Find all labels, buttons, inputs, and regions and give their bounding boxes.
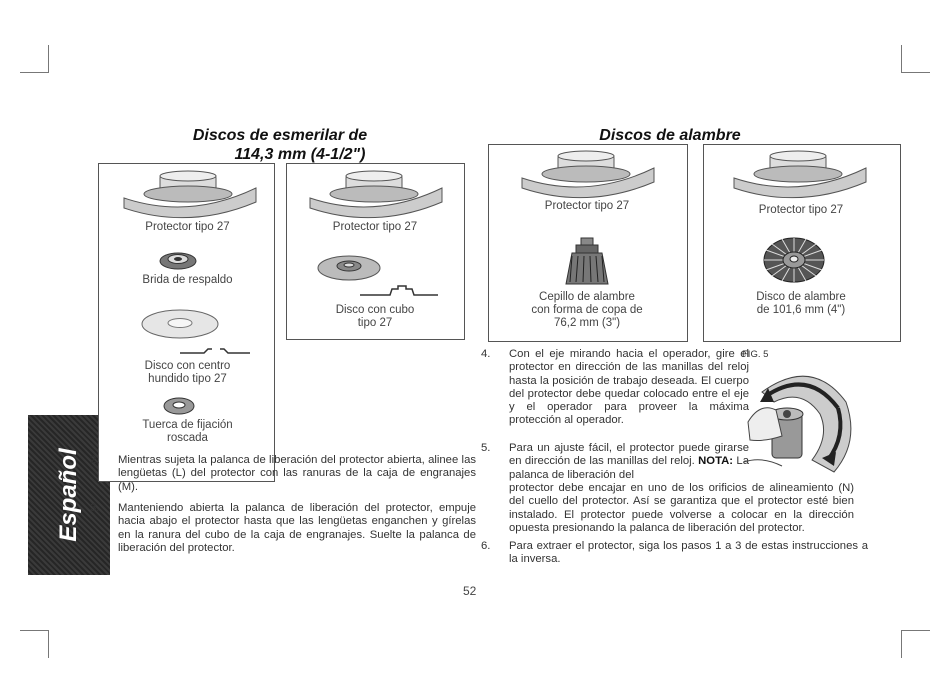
disc-label: Disco con centro hundido tipo 27: [144, 360, 231, 385]
hub-disc-profile-illustration: [358, 284, 440, 298]
crop-mark: [901, 45, 902, 73]
note-label: NOTA:: [698, 455, 734, 468]
left-section-title: Discos de esmerilar de 114,3 mm (4-1/2"): [192, 127, 368, 163]
cup-brush-label: Cepillo de alambre con forma de copa de 76,2 mm (3"): [531, 291, 643, 329]
right-section-title: Discos de alambre: [599, 127, 741, 144]
guard-label: Protector tipo 27: [544, 200, 630, 212]
crop-mark: [902, 72, 930, 73]
language-tab-label: Español: [55, 448, 82, 542]
guard-label: Protector tipo 27: [332, 221, 418, 233]
crop-mark: [902, 630, 930, 631]
instruction-step-3: 3. Manteniendo abierta la palanca de liberación del protector, empuje hacia abajo el protector hasta que las lengüetas enganchen y gírelas en la ranura del cubo de la caja de engranajes. Suelte la palanca de liberación del protector.: [90, 502, 476, 554]
disc-profile-illustration: [178, 346, 252, 356]
guard-label: Protector tipo 27: [758, 204, 844, 216]
figure-label: FIG. 5: [742, 349, 769, 360]
nut-label: Tuerca de fijación roscada: [142, 419, 233, 444]
instruction-step-5: 5. Para un ajuste fácil, el protector puede girarse en dirección de las manillas del reloj. NOTA: La palanca de liberación del: [481, 442, 749, 481]
hub-disc-illustration: [316, 252, 382, 282]
instruction-step-4: 4. Con el eje mirando hacia el operador, gire el protector en dirección de las manillas del reloj hasta la posición de trabajo deseada. El cuerpo del protector debe quedar colocado entre el eje y el operador para proveer la máxima protección al operador.: [481, 348, 749, 427]
guard-label: Protector tipo 27: [145, 221, 230, 233]
wire-wheel-illustration: [762, 234, 826, 286]
crop-mark: [48, 45, 49, 73]
flange-label: Brida de respaldo: [142, 274, 233, 286]
hub-disc-label: Disco con cubo tipo 27: [335, 304, 415, 329]
depressed-center-disc-illustration: [140, 306, 220, 342]
crop-mark: [901, 630, 902, 658]
guard-type27-illustration: [518, 148, 658, 200]
page-number: 52: [463, 584, 477, 598]
threaded-clamp-nut-illustration: [162, 395, 196, 417]
instruction-step-6: 6. Para extraer el protector, siga los pasos 1 a 3 de estas instrucciones a la inversa.: [481, 540, 868, 566]
guard-type27-illustration: [120, 168, 260, 220]
backing-flange-illustration: [158, 250, 198, 270]
crop-mark: [20, 72, 48, 73]
guard-type27-illustration: [730, 148, 870, 200]
instruction-step-2: 2. Mientras sujeta la palanca de liberación del protector abierta, alinee las lengüetas (L) del protector con las ranuras de la caja de engranajes (M).: [90, 454, 476, 493]
cup-brush-illustration: [562, 236, 612, 288]
guard-type27-illustration: [306, 168, 446, 220]
crop-mark: [20, 630, 48, 631]
instruction-step-5-continued: protector debe encajar en uno de los orificios de alineamiento (N) del cuello del protector. Así se garantiza que el protector esté bien instalado. El protector puede volverse a colocar en la dirección opuesta presionando la palanca de liberación del protector.: [509, 482, 854, 534]
wire-wheel-label: Disco de alambre de 101,6 mm (4"): [756, 291, 846, 316]
crop-mark: [48, 630, 49, 658]
guard-rotation-figure: [742, 362, 854, 480]
